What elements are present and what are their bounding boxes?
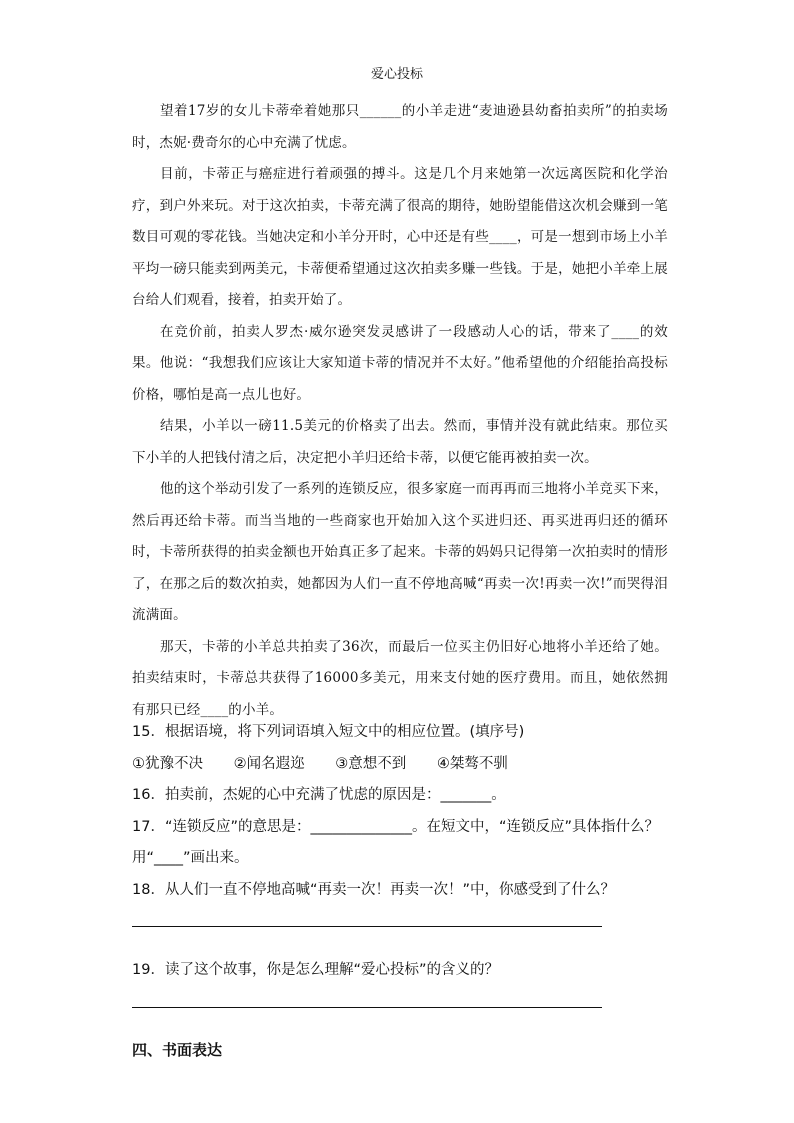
- option-4: ④桀骜不驯: [436, 755, 508, 772]
- question-16: 16．拍卖前，杰妮的心中充满了忧虑的原因是：_______。: [132, 787, 506, 803]
- option-3: ③意想不到: [335, 755, 407, 772]
- question-15-options: [132, 749, 677, 781]
- passage-paragraph-2: 目前，卡蒂正与癌症进行着顽强的搏斗。这是几个月来她第一次远离医院和化学治疗，到户外来玩。对于这次拍卖，卡蒂充满了很高的期待，她盼望能借这次机会赚到一笔数目可观的零花钱。当她决定和小羊分开时，心中还是有些____，可是一想到市场上小羊平均一磅只能卖到两美元，卡蒂便希望通过这次拍卖多赚一些钱。于是，她把小羊牵上展台给人们观看，接着，拍卖开始了。: [132, 166, 668, 308]
- passage-title: 爱心投标: [370, 67, 423, 82]
- question-list: [132, 717, 677, 1036]
- question-18: 18．从人们一直不停地高喊“再卖一次！再卖一次！”中，你感受到了什么？: [132, 881, 615, 898]
- section-heading: 四、书面表达: [132, 1041, 223, 1059]
- answer-line-19[interactable]: [132, 1007, 602, 1008]
- passage-paragraph-4: 结果，小羊以一磅11.5美元的价格卖了出去。然而，事情并没有就此结束。那位买下小羊的人把钱付清之后，决定把小羊归还给卡蒂，以便它能再被拍卖一次。: [132, 418, 668, 466]
- passage-paragraph-5: 他的这个举动引发了一系列的连锁反应，很多家庭一而再再而三地将小羊竞买下来，然后再还给卡蒂。而当当地的一些商家也开始加入这个买进归还、再买进再归还的循环时，卡蒂所获得的拍卖金额也开始真正多了起来。卡蒂的妈妈只记得第一次拍卖时的情形了，在那之后的数次拍卖，她都因为人们一直不停地高喊“再卖一次!再卖一次!”而哭得泪流满面。: [132, 481, 668, 623]
- option-2: ②闻名遐迩: [233, 755, 305, 772]
- passage-paragraph-6: 那天，卡蒂的小羊总共拍卖了36次，而最后一位买主仍旧好心地将小羊还给了她。拍卖结束时，卡蒂总共获得了16000多美元，用来支付她的医疗费用。而且，她依然拥有那只已经____的小羊。: [132, 638, 668, 718]
- option-1: ①犹豫不决: [132, 755, 203, 772]
- passage-paragraph-3: 在竞价前，拍卖人罗杰·威尔逊突发灵感讲了一段感动人心的话，带来了____的效果。他说：“我想我们应该让大家知道卡蒂的情况并不太好。”他希望他的介绍能抬高投标价格，哪怕是高一点儿也好。: [132, 323, 668, 403]
- answer-line-18[interactable]: [132, 926, 602, 927]
- question-15: 15．根据语境，将下列词语填入短文中的相应位置。(填序号): [132, 724, 525, 740]
- passage-paragraph-1: 望着17岁的女儿卡蒂牵着她那只______的小羊走进“麦迪逊县幼畜拍卖所”的拍卖场时，杰妮·费奇尔的心中充满了忧虑。: [132, 103, 668, 151]
- question-17: 17．“连锁反应”的意思是：______________。在短文中，“连锁反应”具体指什么？用“____”画出来。: [132, 818, 659, 866]
- question-19: 19．读了这个故事，你是怎么理解“爱心投标”的含义的？: [132, 962, 499, 978]
- reading-passage: [132, 96, 668, 726]
